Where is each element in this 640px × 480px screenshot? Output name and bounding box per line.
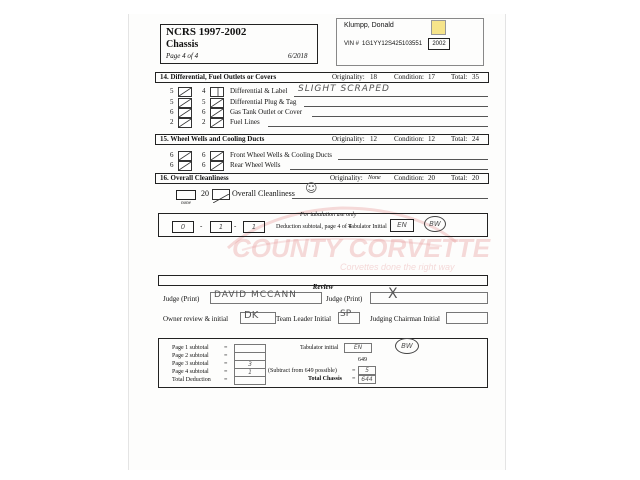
item-score: 4 <box>202 87 206 95</box>
max-box[interactable] <box>178 87 192 97</box>
item-label: Gas Tank Outlet or Cover <box>230 108 303 116</box>
item-max: 5 <box>170 87 174 95</box>
slash-mark-icon <box>211 99 223 107</box>
summary-eq: = <box>224 361 228 367</box>
summary-value: 3 <box>248 361 252 368</box>
summary-stamp-icon <box>395 338 419 354</box>
subtract-value: 5 <box>365 367 369 374</box>
item-label: Differential & Label <box>230 87 288 95</box>
score-box[interactable] <box>210 151 224 161</box>
score-box[interactable] <box>210 161 224 171</box>
note-line <box>304 106 488 107</box>
max-box[interactable] <box>178 108 192 118</box>
summary-label: Total Deduction <box>172 377 211 383</box>
total-chassis-eq: = <box>352 376 356 382</box>
originality-value: None <box>368 175 381 181</box>
slash-mark-icon <box>211 109 223 117</box>
section-title: 14. Differential, Fuel Outlets or Covers <box>160 73 277 81</box>
slash-mark-icon <box>179 99 191 107</box>
score-box[interactable] <box>210 98 224 108</box>
total-value: 35 <box>472 73 479 81</box>
originality-label: Originality: <box>332 135 365 143</box>
summary-label: Page 1 subtotal <box>172 345 209 351</box>
originality-value: 18 <box>370 73 377 81</box>
summary-value-box[interactable] <box>234 376 266 385</box>
score-box[interactable] <box>210 118 224 128</box>
note-line <box>290 169 488 170</box>
section-15-header <box>155 134 489 145</box>
total-chassis-box[interactable] <box>358 375 376 384</box>
subtract-label: (Subtract from 649 possible) <box>268 368 337 374</box>
originality-label: Originality: <box>332 73 365 81</box>
item-max: 6 <box>170 161 174 169</box>
note-line <box>294 96 488 97</box>
condition-label: Condition: <box>394 174 424 182</box>
item-score: 6 <box>202 108 206 116</box>
item-score: 2 <box>202 118 206 126</box>
item-label: Rear Wheel Wells <box>230 161 281 169</box>
condition-value: 17 <box>428 73 435 81</box>
condition-value: 12 <box>428 135 435 143</box>
year-value: 2002 <box>432 41 446 47</box>
slash-mark-icon <box>179 88 191 96</box>
item-label: Overall Cleanliness <box>232 189 295 198</box>
tab-dash: - <box>234 222 237 230</box>
yellow-tag <box>431 20 446 35</box>
max-box[interactable] <box>178 151 192 161</box>
summary-eq: = <box>224 353 228 359</box>
slash-mark-icon <box>179 109 191 117</box>
tabulator-initial-box[interactable] <box>390 219 414 232</box>
deduction-subtotal-label: Deduction subtotal, page 4 of 4 <box>276 224 352 230</box>
section-16-header <box>155 173 489 184</box>
judging-chairman-label: Judging Chairman Initial <box>370 315 440 323</box>
summary-label: Page 2 subtotal <box>172 353 209 359</box>
form-date: 6/2018 <box>288 52 308 60</box>
slash-mark-icon <box>179 152 191 160</box>
team-leader-initial: SP <box>340 309 352 319</box>
judging-chairman-field[interactable] <box>446 312 488 324</box>
smiley-icon: ☺ <box>305 181 318 195</box>
summary-label: Page 3 subtotal <box>172 361 209 367</box>
tabulator-initial-label: Tabulator Initial <box>348 224 387 230</box>
slash-mark-icon <box>211 162 223 170</box>
summary-eq: = <box>224 345 228 351</box>
item-max: none <box>181 201 191 206</box>
total-chassis-label: Total Chassis <box>308 376 342 382</box>
max-box[interactable] <box>178 161 192 171</box>
total-label: Total: <box>451 135 468 143</box>
vin-number: 1G1YY12S425103551 <box>362 41 423 47</box>
summary-eq: = <box>224 377 228 383</box>
slash-mark-icon <box>211 88 223 96</box>
condition-label: Condition: <box>394 73 424 81</box>
summary-eq: = <box>224 369 228 375</box>
tab-box-2 <box>210 221 232 233</box>
summary-label: Page 4 subtotal <box>172 369 209 375</box>
total-value: 24 <box>472 135 479 143</box>
total-chassis-value: 644 <box>361 376 373 383</box>
tab-dash: - <box>200 222 203 230</box>
page-subtitle: Chassis <box>166 39 199 50</box>
item-label: Front Wheel Wells & Cooling Ducts <box>230 151 333 159</box>
note-line <box>338 159 488 160</box>
year-box <box>428 38 450 50</box>
max-box[interactable] <box>178 98 192 108</box>
possible-points: 649 <box>358 357 367 363</box>
item-max: 6 <box>170 151 174 159</box>
page-number: Page 4 of 4 <box>166 52 199 60</box>
tabulator-initial-summary-value: EN <box>353 344 363 351</box>
page-title: NCRS 1997-2002 <box>166 26 247 38</box>
item-max: 6 <box>170 108 174 116</box>
total-value: 20 <box>472 174 479 182</box>
tab-box-1 <box>172 221 194 233</box>
team-leader-label: Team Leader Initial <box>276 315 332 323</box>
item-label: Differential Plug & Tag <box>230 98 297 106</box>
owner-name: Klumpp, Donald <box>344 22 394 29</box>
item-score: 20 <box>201 189 209 198</box>
tabulation-caption: For tabulation use only <box>300 212 357 218</box>
subtract-eq: = <box>352 368 356 374</box>
stamp-text: BW <box>401 342 413 350</box>
total-label: Total: <box>451 174 468 182</box>
note-line <box>268 126 488 127</box>
slash-mark-icon <box>179 119 191 127</box>
watermark-tagline: Corvettes done the right way <box>340 262 455 272</box>
max-box[interactable] <box>178 118 192 128</box>
stamp-text: BW <box>429 220 441 228</box>
vin-label: VIN # <box>344 41 360 47</box>
inspector-stamp-icon <box>424 216 446 232</box>
review-header <box>158 275 488 291</box>
tabulator-initial-summary-box[interactable] <box>344 343 372 353</box>
summary-value: 1 <box>248 369 252 376</box>
tab-value: 0 <box>180 223 186 231</box>
slash-mark-icon <box>179 162 191 170</box>
originality-label: Originality: <box>330 174 363 182</box>
owner-initial: DK <box>244 310 259 321</box>
item-max: 2 <box>170 118 174 126</box>
tab-value: 1 <box>251 223 257 231</box>
max-box-none <box>176 190 196 206</box>
condition-value: 20 <box>428 174 435 182</box>
item-score: 6 <box>202 161 206 169</box>
total-label: Total: <box>451 73 468 81</box>
item-score: 5 <box>202 98 206 106</box>
subtract-value-box[interactable] <box>358 366 376 375</box>
section-title: 15. Wheel Wells and Cooling Ducts <box>160 135 265 143</box>
judge2-label: Judge (Print) <box>326 295 363 303</box>
watermark-title: COUNTY CORVETTE <box>232 233 491 263</box>
tabulator-initial-summary-label: Tabulator initial <box>300 345 339 351</box>
tab-value: 1 <box>218 223 224 231</box>
review-title: Review <box>312 283 334 291</box>
tab-box-3 <box>243 221 265 233</box>
originality-value: 12 <box>370 135 377 143</box>
section-14-header <box>155 72 489 83</box>
judge2-name: X <box>388 286 398 302</box>
score-box[interactable] <box>210 108 224 118</box>
tabulator-initial-value: EN <box>397 221 407 229</box>
slash-mark-icon <box>211 119 223 127</box>
judge-name: DAVID MCCANN <box>214 290 297 300</box>
item-label: Fuel Lines <box>230 118 260 126</box>
section-title: 16. Overall Cleanliness <box>160 174 229 182</box>
condition-label: Condition: <box>394 135 424 143</box>
score-box[interactable] <box>210 87 224 97</box>
slash-mark-icon <box>211 152 223 160</box>
owner-review-label: Owner review & initial <box>163 315 229 323</box>
handwritten-note: SLIGHT SCRAPED <box>298 84 390 94</box>
note-line <box>312 116 488 117</box>
item-score: 6 <box>202 151 206 159</box>
judge-label: Judge (Print) <box>163 295 200 303</box>
item-max: 5 <box>170 98 174 106</box>
